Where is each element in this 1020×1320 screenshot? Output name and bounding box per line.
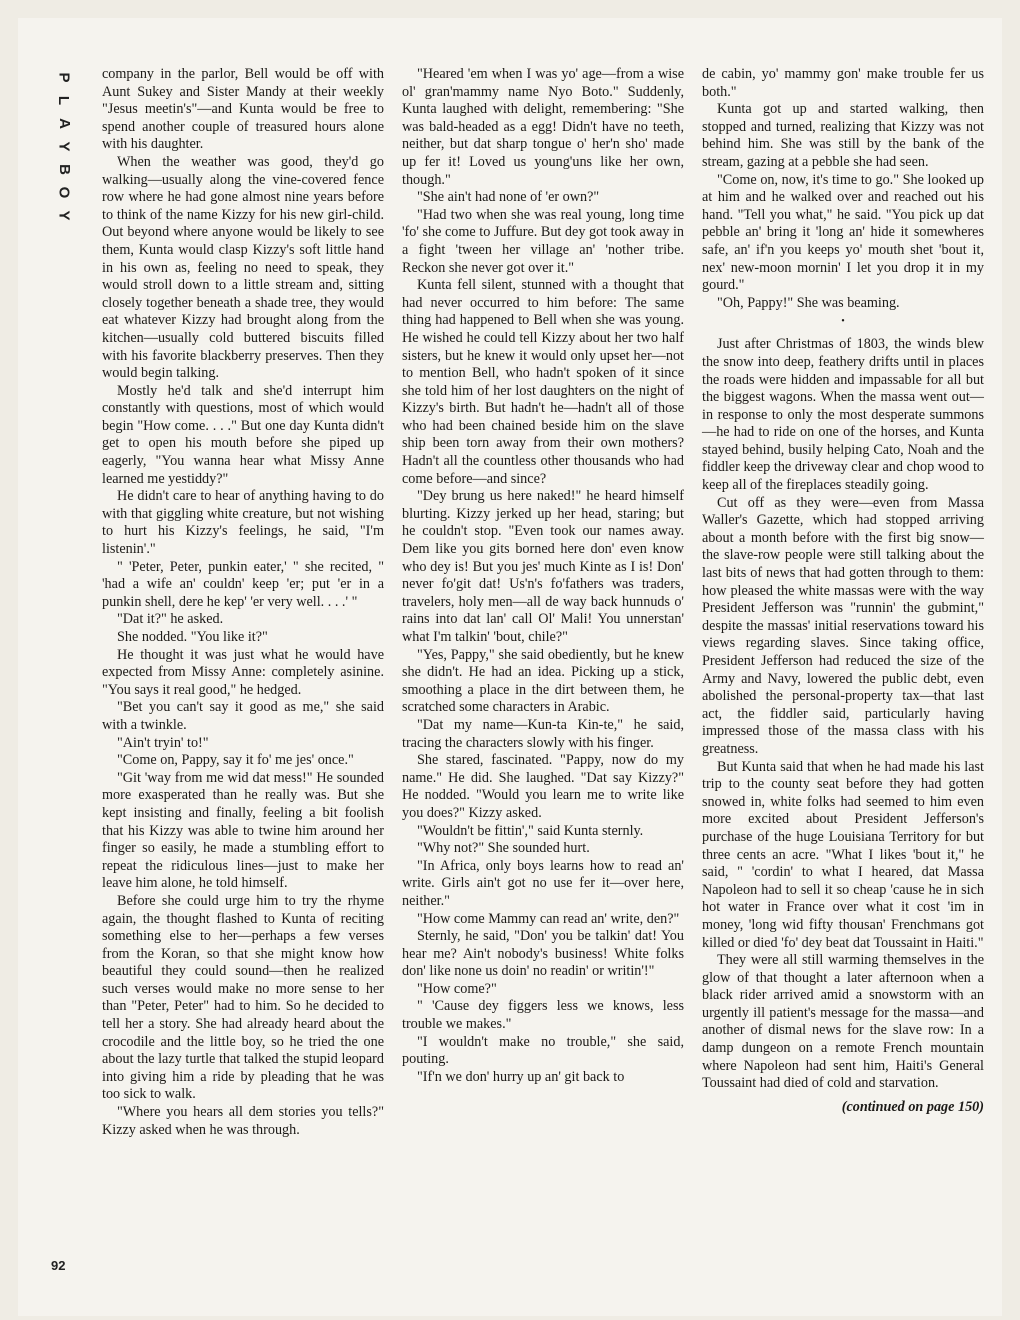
paragraph: "How come Mammy can read an' write, den?" [417,910,680,927]
paragraph: de cabin, yo' mammy gon' make trouble fer us both." [702,66,984,100]
paragraph: "Come on, now, it's time to go." She looked up at him and he walked over and reached out his hand. "Tell you what," he said. "You pick up dat pebble an' bring it 'long an' hide it somewheres safe, an' if'n you keeps yo' mouth shet 'bout it, nex' new-moon mornin' I let you drop it in my gourd." [702,171,984,294]
masthead-letter: Y [55,210,73,221]
paragraph: She nodded. "You like it?" [117,629,268,645]
section-break: • [841,316,845,328]
masthead-letter: O [55,186,73,199]
page-number: 92 [51,1258,66,1273]
paragraph: He thought it was just what he would have expected from Missy Anne: completely asinine. "You says it real good," he hedged. [102,646,384,698]
paragraph: " 'Cause dey figgers less we knows, less trouble we makes." [402,998,684,1033]
masthead-letter: Y [55,141,73,152]
paragraph: He didn't care to hear of anything having to do with that giggling white creature, but not wishing to hurt his Kizzy's feelings, he said, "I'm listenin'." [102,488,384,558]
masthead-letter: P [55,72,73,83]
paragraph: Mostly he'd talk and she'd interrupt him constantly with questions, most of which would begin "How come. . . ." But one day Kunta didn't get to open his mouth before she piped up eagerly, "You wanna hear what Missy Anne learned me yestiddy?" [102,382,384,487]
paragraph: When the weather was good, they'd go walking—usually along the vine-covered fence row where he had gone almost nine years before to think of the name Kizzy for his new girl-child. Out beyond where anyone would be likely to see them, Kunta would clasp Kizzy's soft little hand in his own as, feeling no need to speak, they would stroll down to a little stream and, sitting closely together beneath a shade tree, they would eat whatever Kizzy had brought along from the kitchen—usually cold buttered biscuits filled with his favorite blackberry preserves. Then they would begin talking. [102,153,384,382]
paragraph: "Heared 'em when I was yo' age—from a wise ol' gran'mammy name Nyo Boto." Suddenly, Kunta laughed with delight, remembering: "She was bald-headed as a egg! Didn't have no teeth, neither, but dat sharp tongue o' her'n sho' made up fer it! Loved us young'uns like her own, though." [402,66,684,188]
magazine-page [18,18,1002,1316]
paragraph: "Dat it?" he asked. [117,611,224,628]
magazine-name-vertical [53,66,75,227]
paragraph: "In Africa, only boys learns how to read an' write. Girls ain't got no use fer it—over here, neither." [402,857,684,909]
paragraph: Kunta got up and started walking, then stopped and turned, realizing that Kizzy was not behind him. She was still by the bank of the stream, gazing at a pebble she had seen. [702,101,984,170]
paragraph: " 'Peter, Peter, punkin eater,' " she recited, " 'had a wife an' couldn' keep 'er; put 'er in a punkin shell, dere he kep' 'er very well. . . .' " [102,558,384,610]
continued-note: (continued on page 150) [841,1098,984,1115]
paragraph: Just after Christmas of 1803, the winds blew the snow into deep, feathery drifts until in places the roads were hidden and impassable for all but the biggest wagons. When the massa went out—in response to only the most desperate summons—he had to ride on one of the horses, and Kunta stayed behind, busily helping Cato, Noah and the fiddler keep the driveway clear and chop wood to keep all of the fireplaces steadily going. [702,336,984,494]
text-column-1 [102,66,384,1139]
paragraph: "Dat my name—Kun-ta Kin-te," he said, tracing the characters slowly with his finger. [402,716,684,751]
text-column-2 [402,66,684,1086]
paragraph: "Come on, Pappy, say it fo' me jes' once." [117,752,354,769]
paragraph: They were all still warming themselves in the glow of that thought a later afternoon when a black rider arrived amid a snowstorm with an urgently ill patient's message for the massa—and another of dismal news for the slave row: In a damp dungeon on a remote French mountain where Napoleon had sent him, Haiti's General Toussaint had died of cold and starvation. [702,952,984,1092]
paragraph: But Kunta said that when he had made his last trip to the county seat before they had gotten snowed in, white folks had seemed to him even more excited about President Jefferson's purchase of the huge Louisiana Territory for but three cents an acre. "What I likes 'bout it," he said, " 'cordin' to what I heared, dat Massa Napoleon had to sell it so cheap 'cause he in sich hot water in France over what it cost 'im in money, 'long wid fifty thousan' Frenchmans got killed or died 'fo' dey beat dat Toussaint in Haiti." [702,758,984,951]
magazine-name-text [55,66,73,227]
paragraph: "If'n we don' hurry up an' git back to [417,1068,625,1085]
paragraph: She stared, fascinated. "Pappy, now do my name." He did. She laughed. "Dat say Kizzy?" He nodded. "Would you learn me to write like you does?" Kizzy asked. [402,752,684,821]
paragraph: "Where you hears all dem stories you tells?" Kizzy asked when he was through. [102,1104,384,1138]
paragraph: "Oh, Pappy!" She was beaming. [717,294,900,311]
paragraph: Sternly, he said, "Don' you be talkin' dat! You hear me? Ain't nobody's business! White folks don' like none us doin' no readin' or writin'!" [402,928,684,980]
text-column-3 [702,66,984,1116]
paragraph: "Why not?" She sounded hurt. [417,840,590,857]
paragraph: "Git 'way from me wid dat mess!" He sounded more exasperated than he really was. But she kept insisting and finally, feeling a bit foolish that his Kizzy was able to twine him around her finger so easily, he made a stumbling effort to repeat the ridiculous lines—just to make her leave him alone, he told himself. [102,769,384,892]
paragraph: "How come?" [417,980,497,997]
paragraph: company in the parlor, Bell would be off with Aunt Sukey and Sister Mandy at their weekly "Jesus meetin's"—and Kunta would be free to spend another couple of treasured hours alone with his daughter. [102,66,384,153]
paragraph: Before she could urge him to try the rhyme again, the thought flashed to Kunta of reciting something else to her—perhaps a few verses from the Koran, so that she might know how beautiful they could sound—then he realized such verses would make no more sense to her than "Peter, Peter" had to him. So he decided to tell her a story. She had already heard about the crocodile and the little boy, so he tried the one about the lazy turtle that talked the stupid leopard into giving him a ride by pleading that he was too sick to walk. [102,892,384,1103]
masthead-letter: A [55,118,73,129]
paragraph: "Had two when she was real young, long time 'fo' she come to Juffure. But dey got took away in a fight 'tween her village an' 'nother tribe. Reckon she never got over it." [402,206,684,276]
paragraph: Kunta fell silent, stunned with a thought that had never occurred to him before: The same thing had happened to Bell when she was young. He wished he could tell Kizzy about her two half sisters, but he knew it would only upset her—not to mention Bell, who hadn't spoken of it since she told him of her lost daughters on the night of Kizzy's birth. But hadn't he—hadn't all of those who had been chained beside him on the slave ship been torn away from their own mothers? Hadn't all the countless other thousands who had come before—and since? [402,277,684,487]
paragraph: "Yes, Pappy," she said obediently, but he knew she didn't. He had an idea. Picking up a stick, smoothing a place in the dirt between them, he scratched some characters in Arabic. [402,646,684,716]
masthead-letter: B [55,164,73,175]
paragraph: "I wouldn't make no trouble," she said, pouting. [402,1033,684,1068]
masthead-letter: L [55,95,73,106]
paragraph: "Dey brung us here naked!" he heard himself blurting. Kizzy jerked up her head, staring; but he couldn't stop. "Even took our names away. Dem like you gits borned here don' even know who dey is! But you jes' much Kinte as I is! Don' never fo'git dat! Us'n's fo'fathers was traders, travelers, holy men—all de way back hunnuds o' rains into dat lan' call Ol' Mali! You unnerstan' what I'm talkin' 'bout, chile?" [402,488,684,645]
paragraph: "Bet you can't say it good as me," she said with a twinkle. [102,699,384,733]
paragraph: "Ain't tryin' to!" [117,734,209,751]
paragraph: Cut off as they were—even from Massa Waller's Gazette, which had stopped arriving about a month before with the first big snow—the slave-row people were still talking about the last bits of news that had gotten through to them: how pleased the white massas were with the way President Jefferson was "runnin' the gubmint," despite the massas' initial reservations toward his views regarding slaves. Since taking office, President Jefferson had reduced the size of the Army and Navy, lowered the public debt, even abolished the personal-property tax—that last act, the fiddler said, particularly having impressed those of the massa class with his greatness. [702,494,984,757]
paragraph: "She ain't had none of 'er own?" [417,189,600,206]
paragraph: "Wouldn't be fittin'," said Kunta sternly. [417,822,644,839]
